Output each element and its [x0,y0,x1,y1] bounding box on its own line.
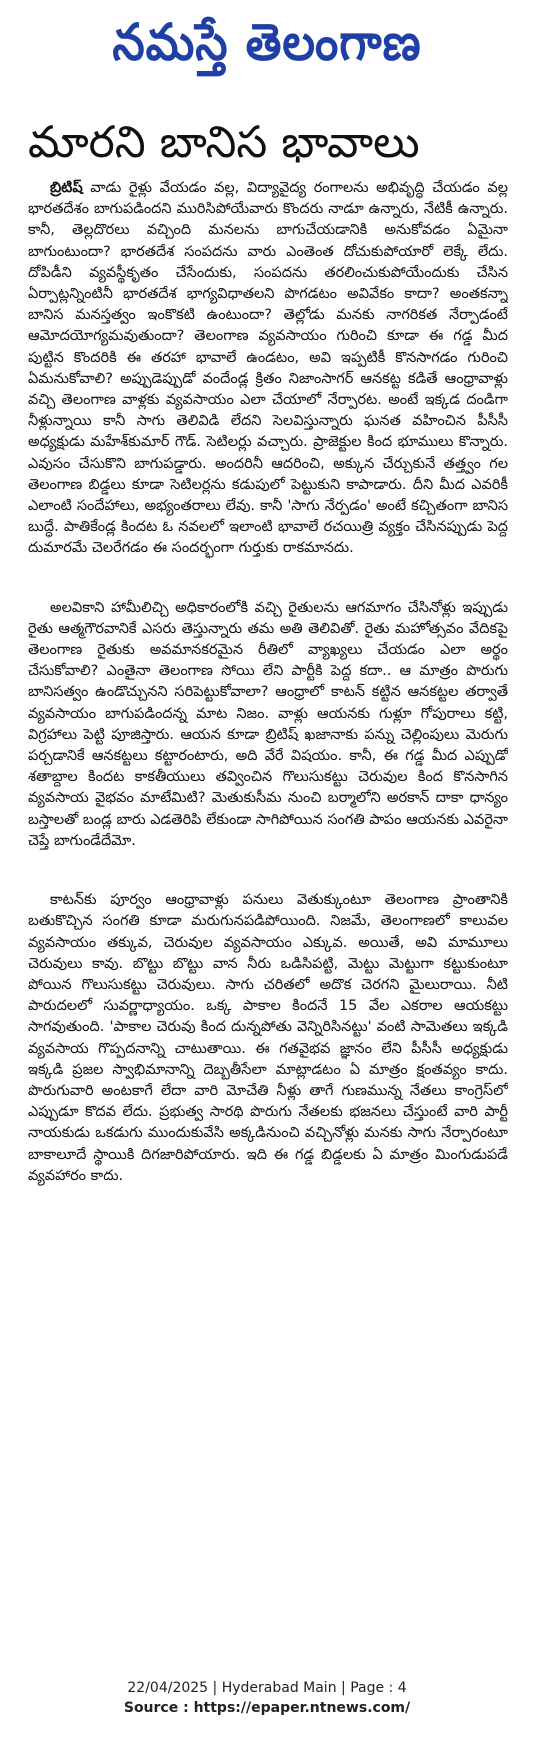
source-link[interactable]: Source : https://epaper.ntnews.com/ [123,1700,411,1716]
article-paragraph-2: అలవికాని హామీలిచ్చి అధికారంలోకి వచ్చి రైతులను ఆగమాగం చేసినోళ్లు ఇప్పుడు రైతు ఆత్మగౌరవానికే ఎసరు తెస్తున్నారు తమ అతి తెలివితో. రైతు మహోత్సవం వేదికపై తెలంగాణ రైతుకు అవమానకరమైన రీతిలో వ్యాఖ్యలు చేయడం ఎలా అర్థం చేసుకోవాలి? ఎంతైనా తెలంగాణ సోయి లేని పార్టీకి పెద్ద కదా.. ఆ మాత్రం పొరుగు బానిసత్వం ఉండొచ్చునని సరిపెట్టుకోవాలా? ఆంధ్రాలో కాటన్ కట్టిన ఆనకట్టల తర్వాతే వ్యవసాయం బాగుపడిందన్న మాట నిజం. వాళ్లు ఆయనకు గుళ్లూ గోపురాలు కట్టి, విగ్రహాలు పెట్టి పూజిస్తారు. ఆయన కూడా బ్రిటిష్ ఖజానాకు పన్ను చెల్లింపులు మెరుగు పర్చడానికే ఆనకట్టలు కట్టారంటారు, అది వేరే విషయం. కానీ, ఈ గడ్డ మీద ఎప్పుడో శతాబ్దాల కిందట కాకతీయులు తవ్వించిన గొలుసుకట్టు చెరువుల కింద కొనసాగిన వ్యవసాయ వైభవం మాటేమిటి? మెతుకుసీమ నుంచి బర్మాలోని అరకాన్ దాకా ధాన్యం బస్తాలతో బండ్ల బారు ఎడతెరిపి లేకుండా సాగిపోయిన సంగతి పాపం ఆయనకు ఎవరైనా చెప్తే బాగుండేదేమో. [28,599,508,849]
article-headline: మారని బానిస భావాలు [28,117,420,168]
page-footer [0,1678,534,1718]
masthead [0,6,534,78]
edition-info: 22/04/2025 | Hyderabad Main | Page : 4 [127,1680,407,1696]
article-paragraph-3: కాటన్‌కు పూర్వం ఆంధ్రావాళ్లు పనులు వెతుక్కుంటూ తెలంగాణ ప్రాంతానికి బతుకొచ్చిన సంగతి కూడా మరుగునపడిపోయింది. నిజమే, తెలంగాణలో కాలువల వ్యవసాయం తక్కువ, చెరువుల వ్యవసాయం ఎక్కువ. అయితే, అవి మామూలు చెరువులు కావు. బొట్టు బొట్టు వాన నీరు ఒడిసిపట్టి, మెట్టు మెట్టుగా కట్టుకుంటూ పోయిన గొలుసుకట్టు చెరువులు. సాగు చరితలో అదొక చెరగని మైలురాయి. నీటి పారుదలలో సువర్ణాధ్యాయం. ఒక్క పాకాల కిందనే 15 వేల ఎకరాల ఆయకట్టు సాగవుతుంది. 'పాకాల చెరువు కింద దున్నపోతు వెన్నిరిసినట్టు' వంటి సామెతలు ఇక్కడి వ్యవసాయ గొప్పదనాన్ని చాటుతాయి. ఈ గతవైభవ జ్ఞానం లేని పీసీసీ అధ్యక్షుడు ఇక్కడి ప్రజల స్వాభిమానాన్ని దెబ్బతీసేలా మాట్లాడటం ఏ మాత్రం క్షంతవ్యం కాదు. పొరుగువారి అంటకాగే లేదా వారి మోచేతి నీళ్లు తాగే గుణమున్న నేతలు కాంగ్రెస్‌లో ఎప్పుడూ కొదవ లేదు. ప్రభుత్వ సారథి పొరుగు నేతలకు భజనలు చేస్తుంటే వారి పార్టీ నాయకుడు ఒకడుగు ముందుకువేసి అక్కడినుంచి వచ్చినోళ్లు మనకు సాగు నేర్పారంటూ బాకాలూదే స్థాయికి దిగజారిపోయారు. ఇది ఈ గడ్డ బిడ్డలకు ఏ మాత్రం మింగుడుపడే వ్యవహారం కాదు. [28,892,508,1184]
masthead-logo: నమస్తే తెలంగాణ [112,12,422,72]
paragraph-1-text: వాడు రైళ్లు వేయడం వల్ల, విద్యావైద్య రంగాలను అభివృద్ధి చేయడం వల్ల భారతదేశం బాగుపడిందని మురిసిపోయేవారు కొందరు నాడూ ఉన్నారు, నేటికీ ఉన్నారు. కానీ, తెల్లదొరలు వచ్చింది మనలను బాగుచేయడానికి అనుకోవడం ఏమైనా బాగుంటుందా? భారతదేశ సంపదను వారు ఎంతెంత దోచుకుపోయారో లెక్కే లేదు. దోపిడీని వ్యవస్థీకృతం చేసేందుకు, సంపదను తరలించుకుపోయేందుకు చేసిన ఏర్పాట్లన్నింటినీ భారతదేశ భాగ్యవిధాతలని పొగడటం అవివేకం కాదా? అంతకన్నా బానిస మనస్తత్వం ఇంకొకటి ఉంటుందా? తెల్లోడు మనకు నాగరికత నేర్పాడంటే ఆమోదయోగ్యమవుతుందా? తెలంగాణ వ్యవసాయం గురించి కూడా ఈ గడ్డ మీద పుట్టిన కొందరికి ఈ తరహా భావాలే ఉండటం, అవి ఇప్పటికీ కొనసాగడం గురించి ఏమనుకోవాలి? అప్పుడెప్పుడో వందేండ్ల క్రితం నిజాంసాగర్ ఆనకట్ట కడితే ఆంధ్రావాళ్లు వచ్చి తెలంగాణ వాళ్లకు వ్యవసాయం ఎలా చేయాలో నేర్పారట. అంటే ఇక్కడ దండిగా నీళ్లున్నాయి కానీ సాగు తెలివిడి లేదని సెలవిస్తున్నారు ఘనత వహించిన పీసీసీ అధ్యక్షుడు మహేశ్‌కుమార్ గౌడ్. సెటిలర్లు వచ్చారు. ప్రాజెక్టుల కింద భూములు కొన్నారు. ఎవుసం చేసుకొని బాగుపడ్డారు. అందరినీ ఆదరించి, అక్కున చేర్చుకునే తత్త్వం గల తెలంగాణ బిడ్డలు కూడా సెటిలర్లను కడుపులో పెట్టుకుని కాపాడారు. దీని మీద ఎవరికీ ఎలాంటి సందేహాలు, అభ్యంతరాలు లేవు. కానీ 'సాగు నేర్పడం' అంటే కచ్చితంగా బానిస బుద్ధే. పాతికేండ్ల కిందట ఓ నవలలో ఇలాంటి భావాలే రచయిత్రి వ్యక్తం చేసినప్పుడు పెద్ద దుమారమే చెలరేగడం ఈ సందర్భంగా గుర్తుకు రాకమానదు. [28,180,508,557]
article-body [28,178,508,1658]
lead-word: బ్రిటిష్ [50,180,83,196]
article-paragraph-1 [28,178,508,560]
